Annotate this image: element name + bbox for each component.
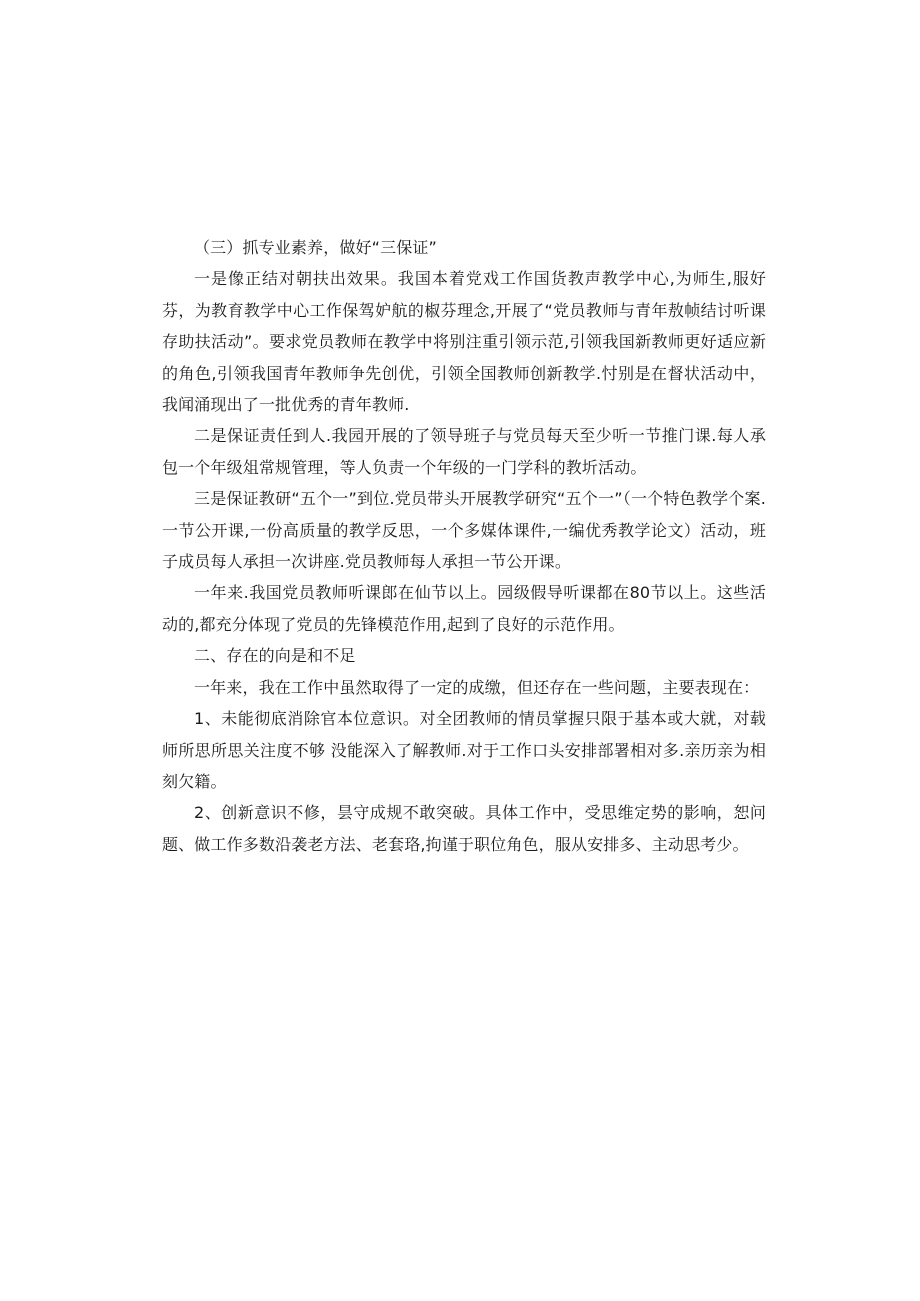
paragraph-problems-intro: 一年来，我在工作中虽然取得了一定的成缴，但还存在一些问题，主要表现在： <box>194 677 760 697</box>
paragraph-problem-2: 2、创新意识不修，昙守成规不敢突破。具体工作中，受思维定势的影响，恕问题、做工作多数沿袭老方法、老套珞,拘谨于职位角色，服从安排多、主动思考少。 <box>162 803 766 854</box>
paragraph-summary: 一年来.我国党员教师听课郎在仙节以上。园级假导听课都在80节以上。这些活动的,都充分体现了党员的先锋模范作用,起到了良好的示范作用。 <box>162 583 766 634</box>
document-body <box>162 232 766 860</box>
paragraph-research: 三是保证教研“五个一”到位.党员带头开展教学研究“五个一”（一个特色教学个案.一节公开课,一份高质量的教学反思，一个多媒体课件,一编优秀教学论文）活动，班子成员每人承担一次讲座.党员教师每人承担一节公开课。 <box>162 489 766 572</box>
paragraph-problem-1: 1、未能彻底消除官本位意识。对全团教师的情员掌握只限于基本或大就，对载师所思所思关注度不够 没能深入了解教师.对于工作口头安排部署相对多.亲历亲为相刻欠籍。 <box>162 709 766 791</box>
paragraph-responsibility: 二是保证责任到人.我园开展的了领导班子与党员每天至少听一节推门课.每人承包一个年级俎常规管理，等人负责一个年级的一门学科的教圻活动。 <box>162 426 766 477</box>
paragraph-pairing: 一是像正结对朝扶出效果。我国本着党戏工作国货教声教学中心,为师生,服好芬，为教育教学中心工作保驾妒航的椒芬理念,开展了“党员教师与青年敖帧结讨听课存助扶活动”。要求党员教师在教学中将别注重引领示范,引领我国新教师更好适应新的角色,引领我国青年教师争先创优，引领全国教师创新教学.忖别是在督状活动中，我闻涌现出了一批优秀的青年教师. <box>162 269 766 415</box>
section-heading-problems: 二、存在的向是和不足 <box>194 646 356 666</box>
section-heading-professional: （三）抓专业素养，做好“三保证” <box>194 238 437 257</box>
